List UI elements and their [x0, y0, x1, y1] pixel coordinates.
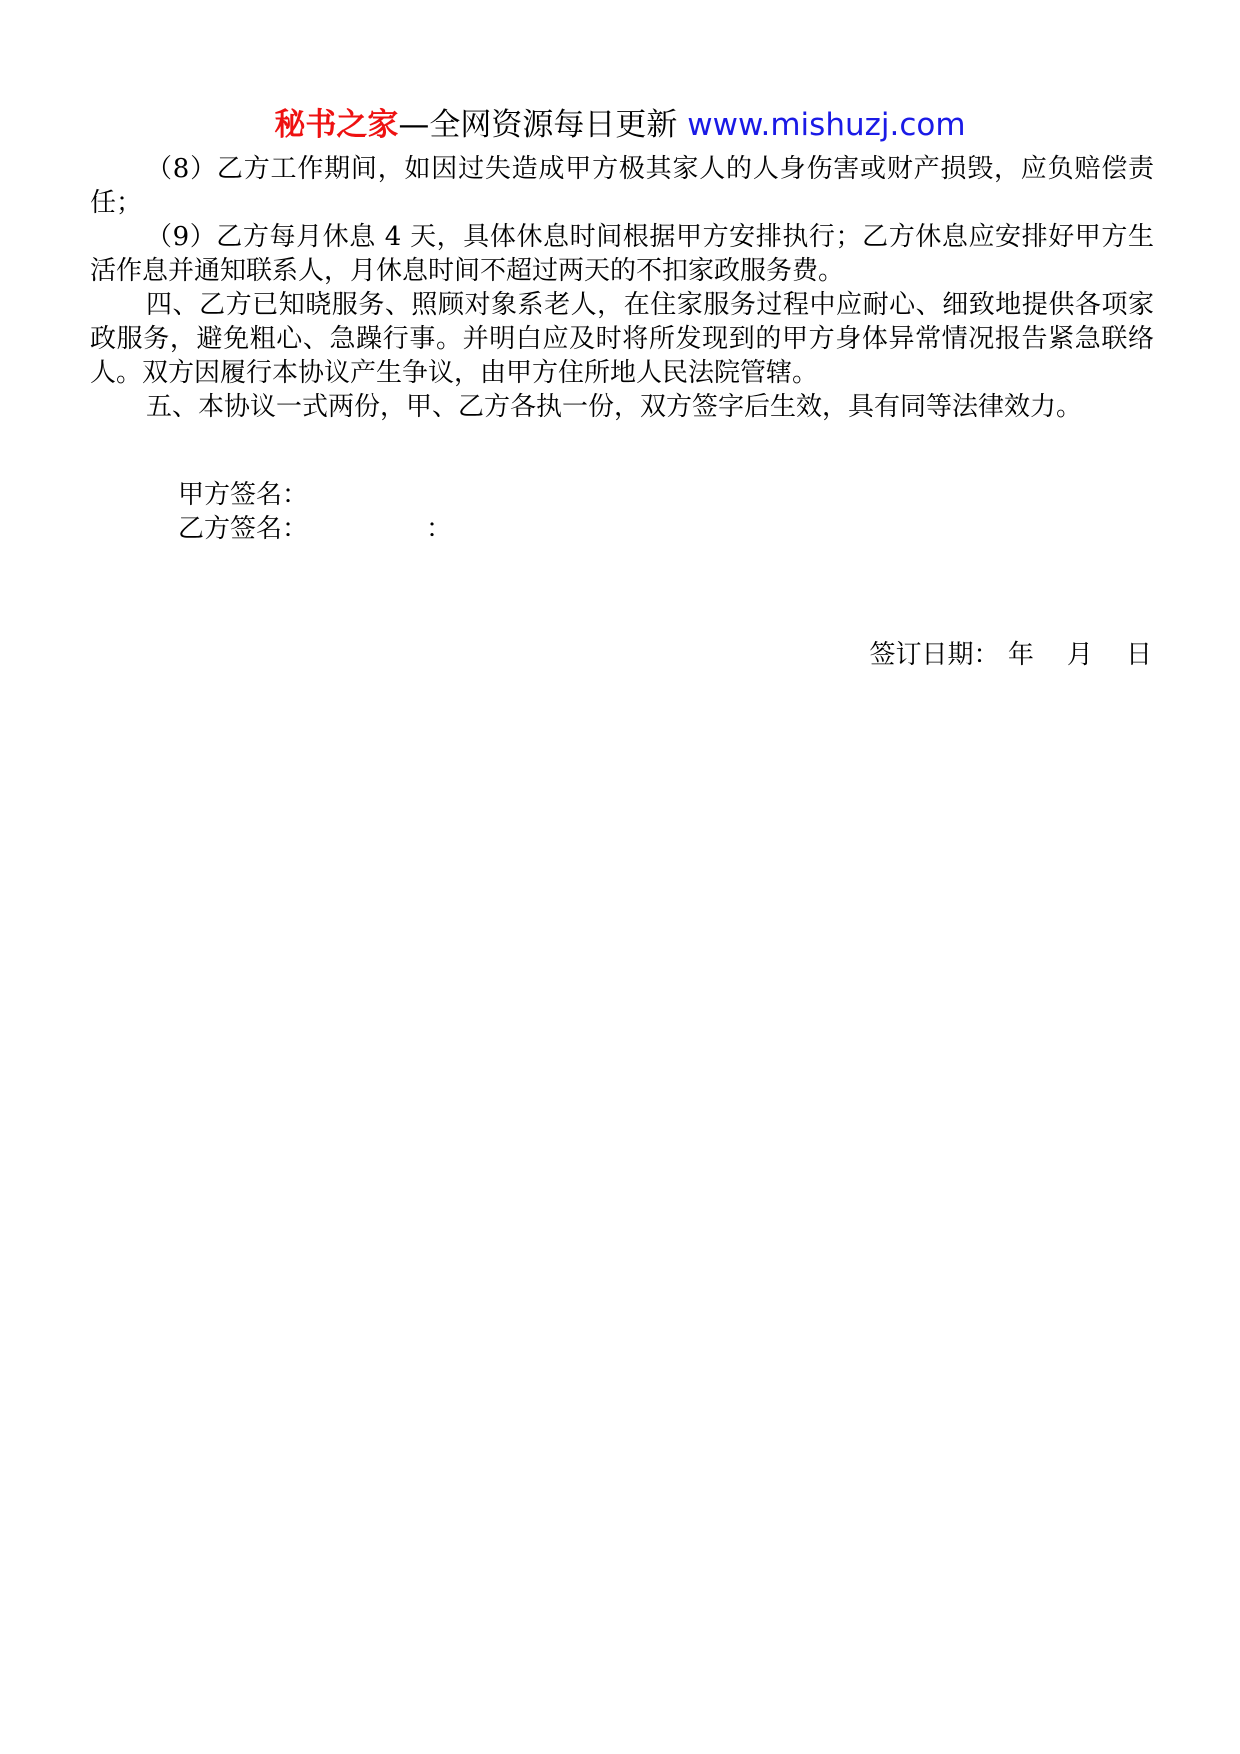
party-a-signature	[178, 478, 452, 512]
site-url-link[interactable]: www.mishuzj.com	[687, 107, 966, 143]
clause-9: （9）乙方每月休息 4 天，具体休息时间根据甲方安排执行；乙方休息应安排好甲方生活作息并通知联系人，月休息时间不超过两天的不扣家政服务费。	[90, 222, 1154, 286]
agreement-body	[90, 152, 1154, 424]
party-b-signature	[178, 512, 452, 546]
signature-block	[178, 478, 452, 546]
sign-date-year: 年	[1007, 640, 1034, 670]
sign-date-line	[870, 638, 1152, 672]
watermark-header	[0, 100, 1240, 150]
section-five: 五、本协议一式两份，甲、乙方各执一份，双方签字后生效，具有同等法律效力。	[146, 392, 1083, 422]
header-slogan: —全网资源每日更新	[398, 107, 678, 143]
party-b-label: 乙方签名：	[178, 514, 309, 544]
party-b-extra-colon: ：	[426, 514, 453, 544]
section-four: 四、乙方已知晓服务、照顾对象系老人，在住家服务过程中应耐心、细致地提供各项家政服务，避免粗心、急躁行事。并明白应及时将所发现到的甲方身体异常情况报告紧急联络人。双方因履行本协议产生争议，由甲方住所地人民法院管辖。	[90, 290, 1154, 388]
party-a-label: 甲方签名：	[178, 480, 309, 510]
sign-date-label: 签订日期：	[869, 640, 1000, 670]
sign-date-day: 日	[1125, 640, 1152, 670]
sign-date-month: 月	[1066, 640, 1093, 670]
brand-name: 秘书之家	[274, 107, 399, 143]
clause-8: （8）乙方工作期间，如因过失造成甲方极其家人的人身伤害或财产损毁，应负赔偿责任；	[90, 154, 1154, 218]
